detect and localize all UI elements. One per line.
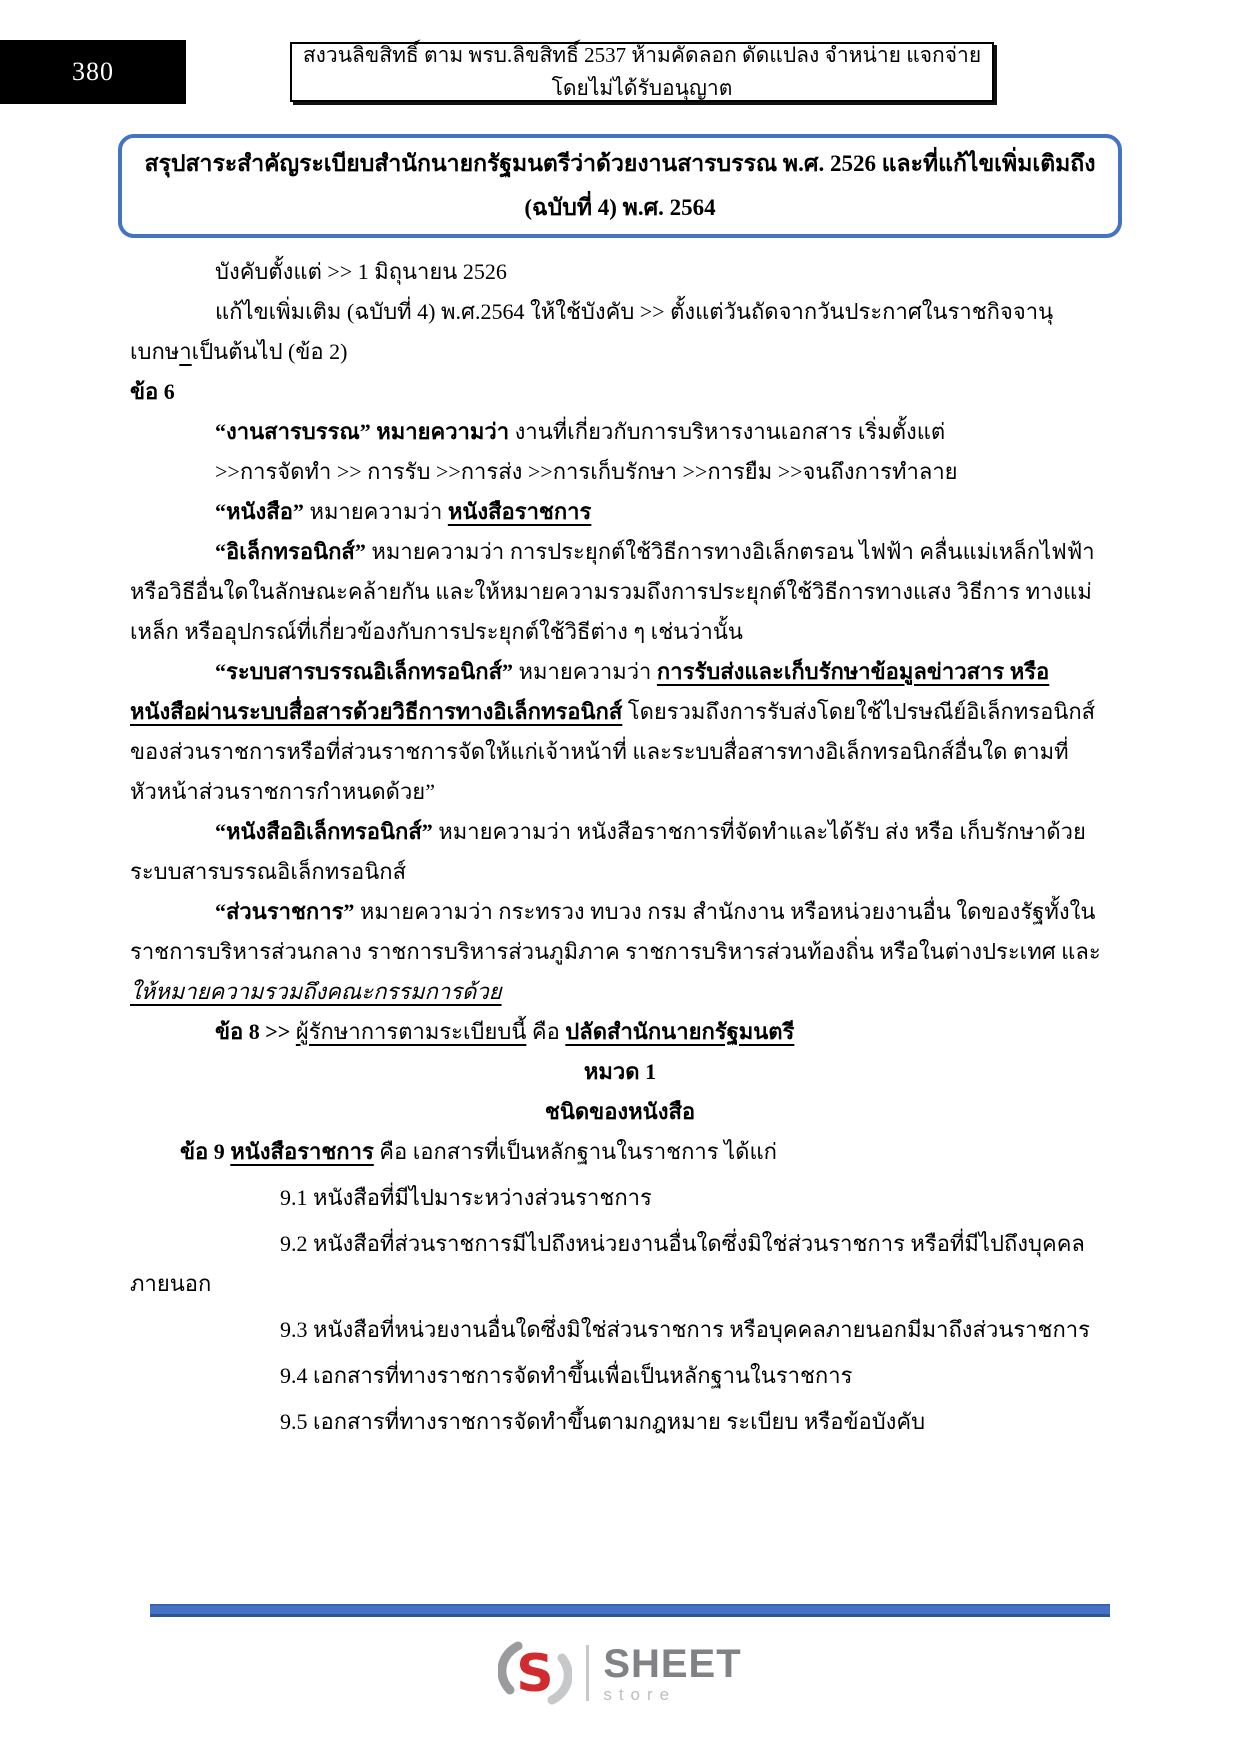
text-segment: หมายความว่า: [513, 659, 657, 684]
paragraph: [130, 1052, 1110, 1092]
document-body: [130, 252, 1110, 1442]
paragraph: [130, 532, 1110, 652]
text-segment: งานที่เกี่ยวกับการบริหารงานเอกสาร เริ่มตั้งแต่: [509, 419, 946, 444]
paragraph: [130, 1012, 1110, 1052]
paragraph: [130, 652, 1110, 812]
text-segment: ชนิดของหนังสือ: [544, 1099, 696, 1124]
paragraph: [130, 1402, 1110, 1442]
paragraph: [130, 1224, 1110, 1304]
text-segment: “งานสารบรรณ” หมายความว่า: [215, 419, 510, 444]
paragraph: [130, 1132, 1110, 1172]
page-number-badge: [0, 40, 186, 104]
text-segment: เป็นต้นไป (ข้อ 2): [191, 339, 348, 364]
text-segment: า: [179, 339, 192, 364]
text-segment: ปลัดสำนักนายกรัฐมนตรี: [565, 1019, 795, 1044]
text-segment: “หนังสือ”: [215, 499, 304, 524]
text-segment: ผู้รักษาการตามระเบียบนี้: [295, 1019, 527, 1044]
text-segment: >>การจัดทำ >> การรับ >>การส่ง >>การเก็บรักษา >>การยืม >>จนถึงการทำลาย: [215, 459, 958, 484]
text-segment: “ส่วนราชการ”: [215, 899, 355, 924]
logo-subtext: store: [603, 1684, 677, 1704]
text-segment: คือ: [526, 1019, 566, 1044]
text-segment: ข้อ 9: [180, 1139, 231, 1164]
document-title-line1: สรุปสาระสำคัญระเบียบสำนักนายกรัฐมนตรีว่าด้วยงานสารบรรณ พ.ศ. 2526 และที่แก้ไขเพิ่มเติมถึง: [144, 151, 1096, 176]
page-number: 380: [72, 57, 114, 86]
document-title-box: [118, 134, 1122, 238]
paragraph: [130, 812, 1110, 892]
logo-text-block: [603, 1641, 742, 1704]
copyright-notice-box: [290, 42, 994, 102]
text-segment: 9.2 หนังสือที่ส่วนราชการมีไปถึงหน่วยงานอื่นใดซึ่งมิใช่ส่วนราชการ หรือที่มีไปถึงบุคคลภายนอก: [130, 1231, 1085, 1296]
paragraph: [130, 1178, 1110, 1218]
text-segment: 9.3 หนังสือที่หน่วยงานอื่นใดซึ่งมิใช่ส่วนราชการ หรือบุคคลภายนอกมีมาถึงส่วนราชการ: [280, 1317, 1090, 1342]
sheet-logo-s-icon: [498, 1638, 572, 1708]
text-segment: ข้อ 8 >>: [215, 1019, 296, 1044]
document-title-line2: (ฉบับที่ 4) พ.ศ. 2564: [524, 195, 716, 220]
text-segment: ให้หมายความรวมถึงคณะกรรมการด้วย: [130, 979, 502, 1004]
text-segment: “หนังสืออิเล็กทรอนิกส์”: [215, 819, 433, 844]
text-segment: บังคับตั้งแต่ >> 1 มิถุนายน 2526: [215, 259, 507, 284]
svg-text:S: S: [516, 1644, 555, 1704]
footer-divider: [150, 1604, 1110, 1617]
text-segment: 9.4 เอกสารที่ทางราชการจัดทำขึ้นเพื่อเป็นหลักฐานในราชการ: [280, 1363, 853, 1388]
copyright-text: สงวนลิขสิทธิ์ ตาม พรบ.ลิขสิทธิ์ 2537 ห้ามคัดลอก ดัดแปลง จำหน่าย แจกจ่าย โดยไม่ได้รับอนุญาต: [302, 43, 982, 100]
logo-wordmark: SHEET: [603, 1641, 742, 1686]
paragraph: [130, 892, 1110, 1012]
text-segment: “อิเล็กทรอนิกส์”: [215, 539, 366, 564]
paragraph: [130, 492, 1110, 532]
text-segment: หมายความว่า การประยุกต์ใช้วิธีการทางอิเล็กตรอน ไฟฟ้า คลื่นแม่เหล็กไฟฟ้าหรือวิธีอื่นใดในลักษณะคล้ายกัน และให้หมายความรวมถึงการประยุกต์ใช้วิธีการทางแสง วิธีการ ทางแม่เหล็ก หรืออุปกรณ์ที่เกี่ยวข้องกับการประยุกต์ใช้วิธีต่าง ๆ เช่นว่านั้น: [130, 539, 1095, 644]
paragraph: [130, 1310, 1110, 1350]
text-segment: หมายความว่า กระทรวง ทบวง กรม สำนักงาน หรือหน่วยงานอื่น ใดของรัฐทั้งในราชการบริหารส่วนกลาง ราชการบริหารส่วนภูมิภาค ราชการบริหารส่วนท้องถิ่น หรือในต่างประเทศ และ: [130, 899, 1101, 964]
text-segment: 9.1 หนังสือที่มีไปมาระหว่างส่วนราชการ: [280, 1185, 652, 1210]
text-segment: หมายความว่า หนังสือราชการที่จัดทำและได้รับ ส่ง หรือ เก็บรักษาด้วยระบบสารบรรณอิเล็กทรอนิกส์: [130, 819, 1086, 884]
paragraph: [130, 252, 1110, 292]
paragraph: [130, 372, 1110, 412]
paragraph: [130, 452, 1110, 492]
text-segment: หมวด 1: [583, 1059, 657, 1084]
paragraph: [130, 1356, 1110, 1396]
text-segment: หนังสือราชการ: [230, 1139, 374, 1164]
text-segment: แก้ไขเพิ่มเติม (ฉบับที่ 4) พ.ศ.2564 ให้ใช้บังคับ >> ตั้งแต่วันถัดจากวันประกาศในราชกิจจานุเบกษ: [130, 299, 1054, 364]
text-segment: “ระบบสารบรรณอิเล็กทรอนิกส์”: [215, 659, 514, 684]
paragraph: [130, 292, 1110, 372]
text-segment: ข้อ 6: [130, 379, 175, 404]
logo-divider: [586, 1645, 589, 1701]
paragraph: [130, 412, 1110, 452]
text-segment: การรับส่งและเก็บรักษาข้อมูลข่าวสาร หรือหนังสือผ่านระบบสื่อสารด้วยวิธีการทางอิเล็กทรอนิกส์: [130, 659, 1050, 724]
text-segment: หมายความว่า: [303, 499, 448, 524]
paragraph: [130, 1092, 1110, 1132]
text-segment: 9.5 เอกสารที่ทางราชการจัดทำขึ้นตามกฎหมาย ระเบียบ หรือข้อบังคับ: [280, 1409, 926, 1434]
text-segment: คือ เอกสารที่เป็นหลักฐานในราชการ ได้แก่: [373, 1139, 777, 1164]
sheet-store-logo: [0, 1638, 1240, 1708]
text-segment: โดยรวมถึงการรับส่งโดยใช้ไปรษณีย์อิเล็กทรอนิกส์ของส่วนราชการหรือที่ส่วนราชการจัดให้แก่เจ้าหน้าที่ และระบบสื่อสารทางอิเล็กทรอนิกส์อื่นใด ตามที่หัวหน้าส่วนราชการกำหนดด้วย”: [130, 699, 1096, 804]
text-segment: หนังสือราชการ: [447, 499, 592, 524]
